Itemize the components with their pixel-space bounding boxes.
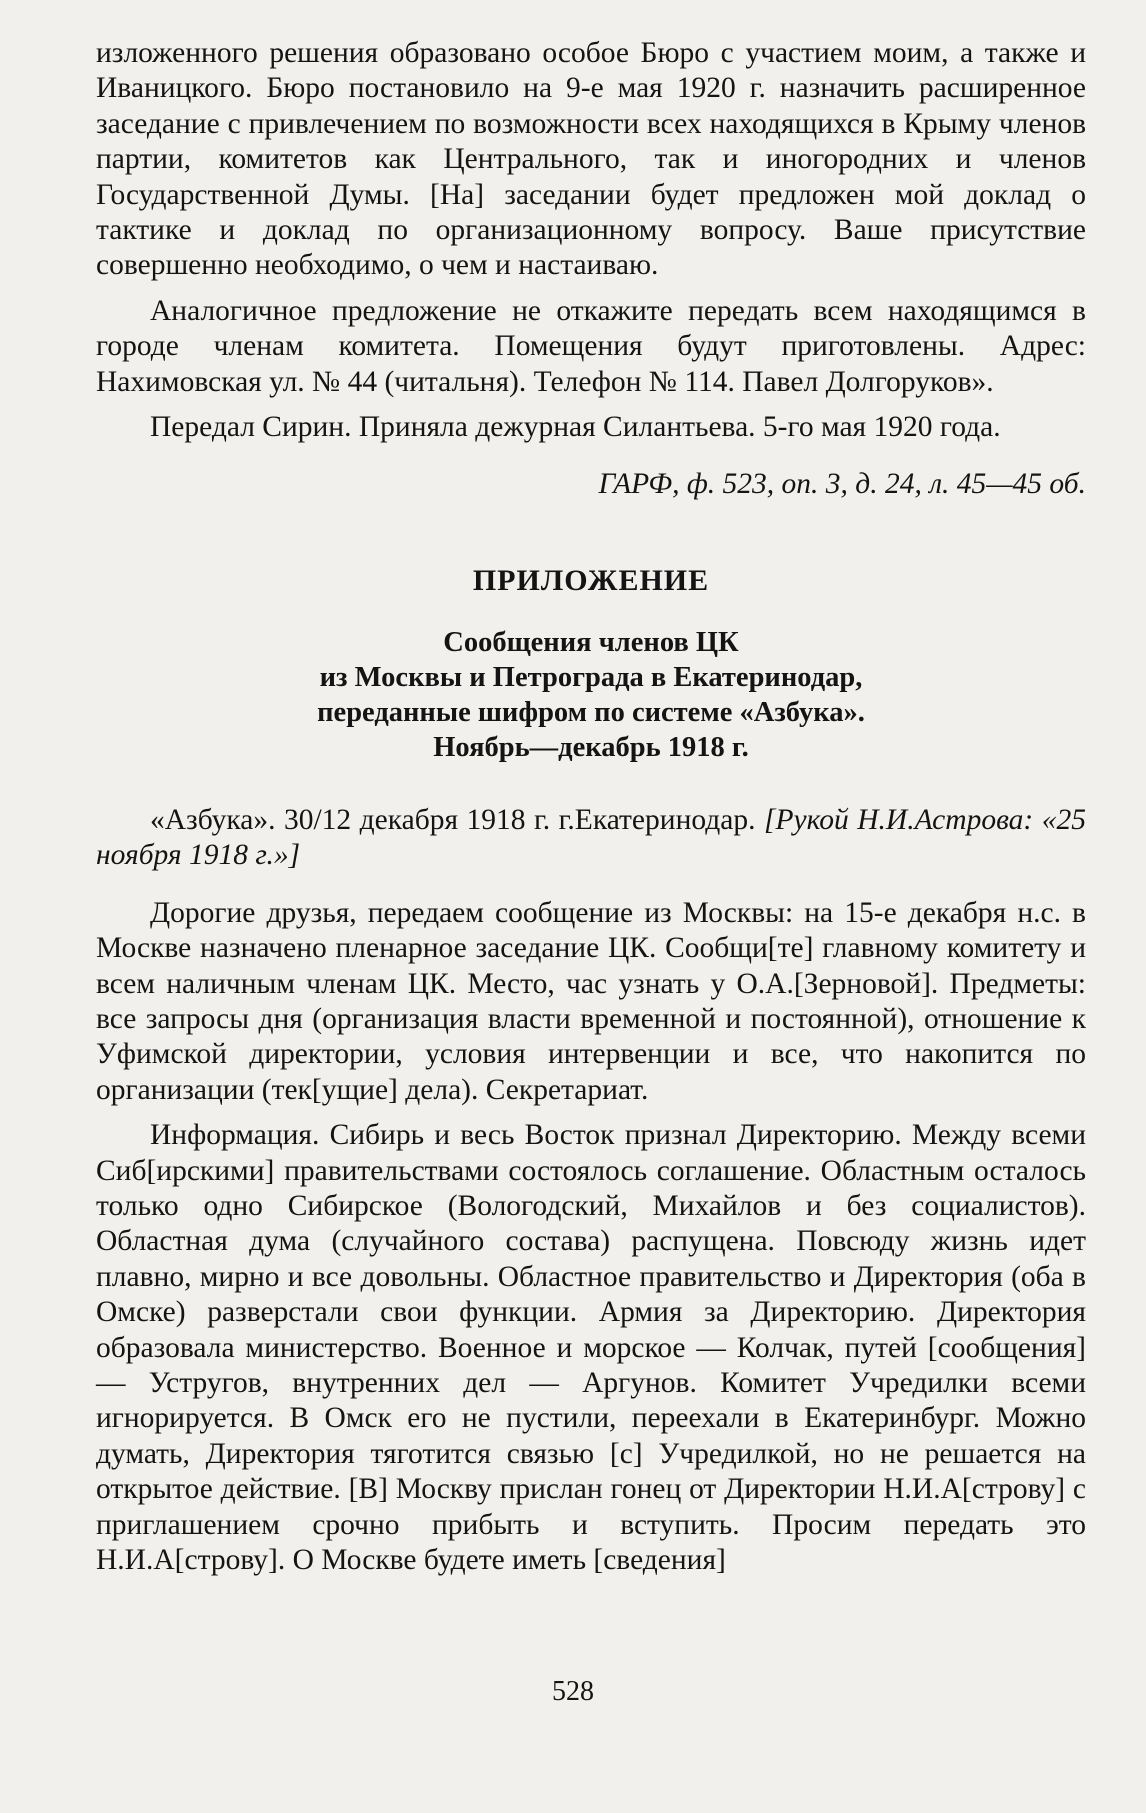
source-citation: ГАРФ, ф. 523, оп. 3, д. 24, л. 45—45 об. (598, 468, 1086, 501)
document-page (96, 36, 1086, 1578)
telegram-paragraph-1: Дорогие друзья, передаем сообщение из Москвы: на 15-е декабря н.с. в Москве назначено пленарное заседание ЦК. Сообщи[те] главному комитету и всем наличным членам ЦК. Место, час узнать у О.А.[Зерновой]. Предметы: все запросы дня (организация власти временной и постоянной), отношение к Уфимской директории, условия интервенции и все, что накопится по организации (тек[ущие] дела). Секретариат. (96, 896, 1086, 1106)
paragraph-3: Передал Сирин. Приняла дежурная Силантьева. 5-го мая 1920 года. (150, 411, 1001, 444)
appendix-subtitle-line: Ноябрь—декабрь 1918 г. (433, 731, 749, 763)
editor-note: [Рукой Н.И.Астрова: «25 ноября 1918 г.»] (96, 803, 1086, 872)
telegram-paragraph-2: Информация. Сибирь и весь Восток признал Директорию. Между всеми Сиб[ирскими] правительствами состоялось соглашение. Областным осталось только одно Сибирское (Вологодский, Михайлов и без социалистов). Областная дума (случайного состава) распущена. Повсюду жизнь идет плавно, мирно и все довольны. Областное правительство и Директория (оба в Омске) разверстали свои функции. Армия за Директорию. Директория образовала министерство. Военное и морское — Колчак, путей [сообщения] — Устругов, внутренних дел — Аргунов. Комитет Учредилки всеми игнорируется. В Омск его не пустили, переехали в Екатеринбург. Можно думать, Директория тяготится связью [с] Учредилкой, но не решается на открытое действие. [В] Москву прислан гонец от Директории Н.И.А[строву] с приглашением срочно прибыть и вступить. Просим передать это Н.И.А[строву]. О Москве будете иметь [сведения] (96, 1119, 1086, 1576)
page-number: 528 (552, 1676, 594, 1707)
paragraph-2: Аналогичное предложение не откажите передать всем находящимся в городе членам комитета. Помещения будут приготовлены. Адрес: Нахимовская ул. № 44 (читальня). Телефон № 114. Павел Долгоруков». (96, 294, 1086, 398)
appendix-subtitle-line: Сообщения членов ЦК (443, 626, 739, 658)
appendix-subtitle-line: из Москвы и Петрограда в Екатеринодар, (319, 661, 863, 693)
telegram-header-text: «Азбука». 30/12 декабря 1918 г. г.Екатеринодар. (150, 803, 756, 836)
telegram-header (96, 803, 1086, 874)
appendix-title: ПРИЛОЖЕНИЕ (472, 563, 710, 597)
paragraph-1: изложенного решения образовано особое Бюро с участием моим, а также и Иваницкого. Бюро постановило на 9-е мая 1920 г. назначить расширенное заседание с привлечением по возможности всех находящихся в Крыму членов партии, комитетов как Центрального, так и иногородних и членов Государственной Думы. [На] заседании будет предложен мой доклад о тактике и доклад по организационному вопросу. Ваше присутствие совершенно необходимо, о чем и настаиваю. (96, 37, 1086, 282)
appendix-subtitle-line: переданные шифром по системе «Азбука». (317, 696, 865, 728)
appendix-subtitle (96, 625, 1086, 765)
